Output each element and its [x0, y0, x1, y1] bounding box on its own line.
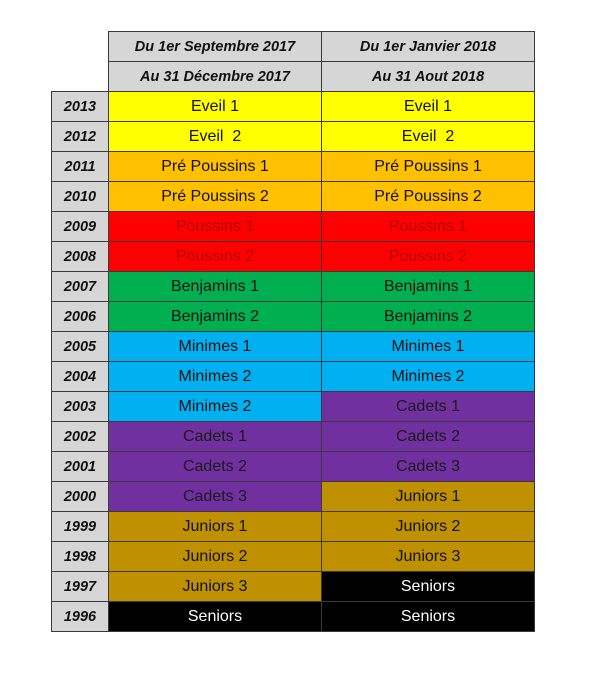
birth-year-cell: 2013	[52, 92, 109, 122]
birth-year-cell: 2004	[52, 362, 109, 392]
period2-end-header: Au 31 Aout 2018	[322, 62, 535, 92]
birth-year-cell: 1999	[52, 512, 109, 542]
period2-start-header: Du 1er Janvier 2018	[322, 32, 535, 62]
period2-category-cell: Cadets 3	[322, 452, 535, 482]
period2-category-cell: Eveil 2	[322, 122, 535, 152]
period2-category-cell: Seniors	[322, 602, 535, 632]
birth-year-cell: 2005	[52, 332, 109, 362]
period2-category-cell: Cadets 1	[322, 392, 535, 422]
table-row	[52, 422, 535, 452]
birth-year-cell: 2001	[52, 452, 109, 482]
period1-end-header: Au 31 Décembre 2017	[109, 62, 322, 92]
birth-year-cell: 2002	[52, 422, 109, 452]
table-row	[52, 512, 535, 542]
period2-category-cell: Benjamins 1	[322, 272, 535, 302]
period1-category-cell: Poussins 1	[109, 212, 322, 242]
period2-category-cell: Juniors 3	[322, 542, 535, 572]
birth-year-cell: 2009	[52, 212, 109, 242]
period1-category-cell: Eveil 1	[109, 92, 322, 122]
header-row-start	[52, 32, 535, 62]
table-row	[52, 602, 535, 632]
table-row	[52, 452, 535, 482]
table-row	[52, 572, 535, 602]
period2-category-cell: Cadets 2	[322, 422, 535, 452]
period2-category-cell: Benjamins 2	[322, 302, 535, 332]
table-row	[52, 482, 535, 512]
category-table	[51, 31, 535, 632]
header-row-end	[52, 62, 535, 92]
birth-year-cell: 2003	[52, 392, 109, 422]
birth-year-cell: 1997	[52, 572, 109, 602]
birth-year-cell: 2008	[52, 242, 109, 272]
period1-category-cell: Pré Poussins 2	[109, 182, 322, 212]
period1-category-cell: Minimes 2	[109, 392, 322, 422]
period2-category-cell: Minimes 1	[322, 332, 535, 362]
period1-category-cell: Cadets 3	[109, 482, 322, 512]
header-corner	[52, 62, 109, 92]
period2-category-cell: Juniors 2	[322, 512, 535, 542]
table-row	[52, 542, 535, 572]
birth-year-cell: 2010	[52, 182, 109, 212]
table-row	[52, 122, 535, 152]
table-row	[52, 152, 535, 182]
birth-year-cell: 2012	[52, 122, 109, 152]
period2-category-cell: Poussins 2	[322, 242, 535, 272]
period1-category-cell: Cadets 1	[109, 422, 322, 452]
table-row	[52, 272, 535, 302]
period1-category-cell: Minimes 1	[109, 332, 322, 362]
period1-category-cell: Juniors 2	[109, 542, 322, 572]
birth-year-cell: 2011	[52, 152, 109, 182]
period2-category-cell: Poussins 1	[322, 212, 535, 242]
period1-category-cell: Seniors	[109, 602, 322, 632]
table-row	[52, 242, 535, 272]
birth-year-cell: 1996	[52, 602, 109, 632]
header-corner	[52, 32, 109, 62]
table-row	[52, 182, 535, 212]
period2-category-cell: Pré Poussins 2	[322, 182, 535, 212]
period2-category-cell: Eveil 1	[322, 92, 535, 122]
period2-category-cell: Juniors 1	[322, 482, 535, 512]
table-row	[52, 212, 535, 242]
table-row	[52, 362, 535, 392]
period1-category-cell: Juniors 1	[109, 512, 322, 542]
birth-year-cell: 1998	[52, 542, 109, 572]
table-row	[52, 392, 535, 422]
period1-category-cell: Poussins 2	[109, 242, 322, 272]
period1-category-cell: Eveil 2	[109, 122, 322, 152]
period1-start-header: Du 1er Septembre 2017	[109, 32, 322, 62]
period1-category-cell: Benjamins 2	[109, 302, 322, 332]
period1-category-cell: Benjamins 1	[109, 272, 322, 302]
birth-year-cell: 2006	[52, 302, 109, 332]
birth-year-cell: 2007	[52, 272, 109, 302]
table-row	[52, 332, 535, 362]
period2-category-cell: Seniors	[322, 572, 535, 602]
period1-category-cell: Minimes 2	[109, 362, 322, 392]
table-row	[52, 92, 535, 122]
period2-category-cell: Minimes 2	[322, 362, 535, 392]
period1-category-cell: Pré Poussins 1	[109, 152, 322, 182]
birth-year-cell: 2000	[52, 482, 109, 512]
category-table-body	[52, 32, 535, 632]
table-row	[52, 302, 535, 332]
period1-category-cell: Cadets 2	[109, 452, 322, 482]
period1-category-cell: Juniors 3	[109, 572, 322, 602]
period2-category-cell: Pré Poussins 1	[322, 152, 535, 182]
